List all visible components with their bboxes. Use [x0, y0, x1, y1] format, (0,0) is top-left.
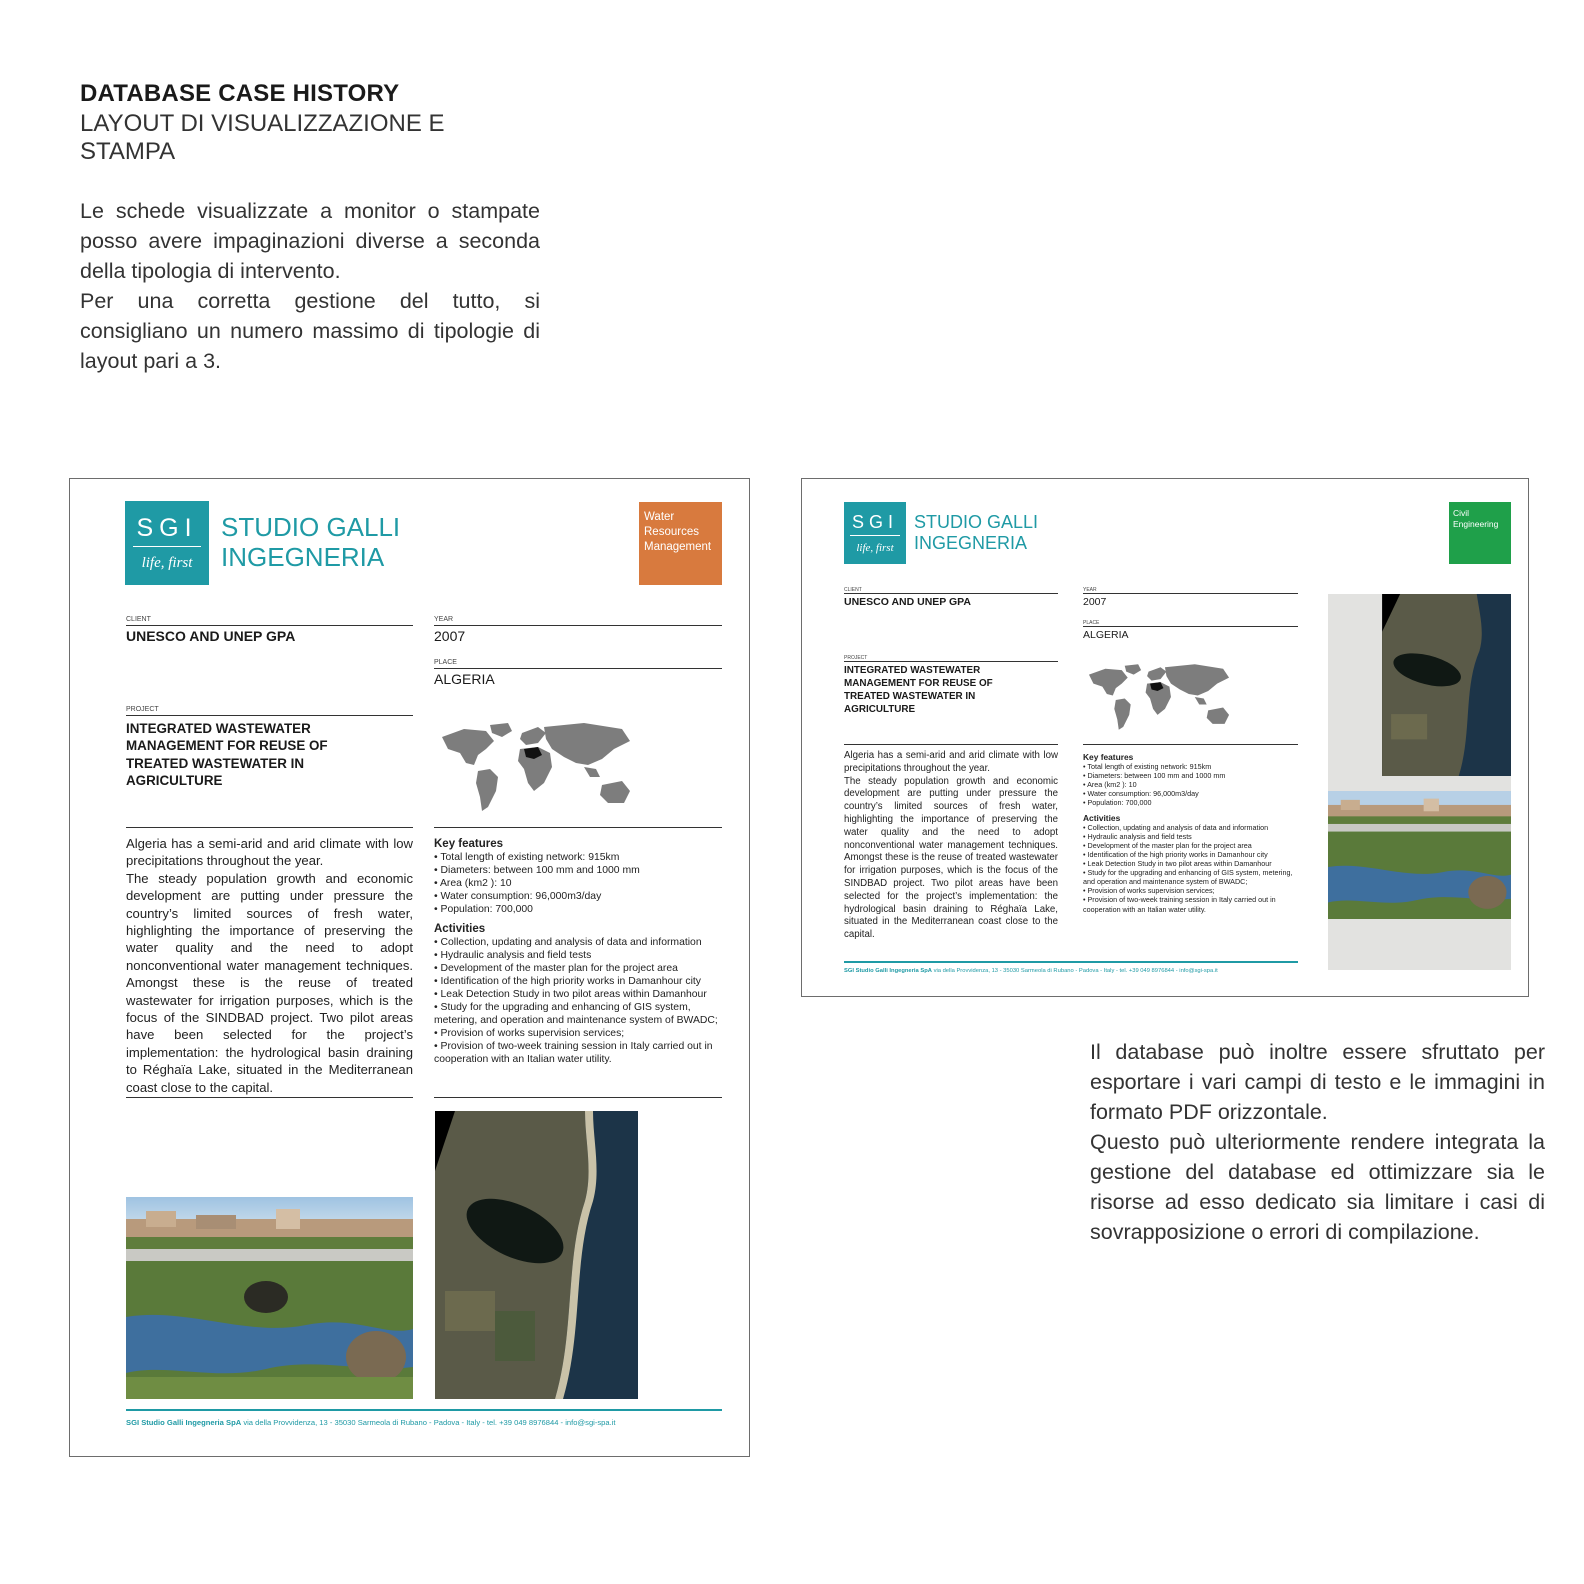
satellite-photo	[435, 1111, 638, 1399]
activity-item: • Hydraulic analysis and field tests	[1083, 831, 1192, 841]
features-end-rule	[434, 1097, 722, 1098]
features-rule	[434, 827, 722, 828]
project-description	[844, 750, 1058, 942]
activity-item: • Hydraulic analysis and field tests	[434, 950, 592, 961]
key-feature-item: • Population: 700,000	[1083, 798, 1152, 808]
year-label: YEAR	[434, 616, 454, 623]
year-value: 2007	[434, 628, 466, 644]
activity-item: • Study for the upgrading and enhancing of GIS system, metering, and operation and maintenance system of BWADC;	[434, 1002, 718, 1026]
satellite-photo	[1328, 594, 1511, 776]
activity-item: • Provision of works supervision services;	[1083, 886, 1215, 896]
activity-item: • Provision of two-week training session in Italy carried out in cooperation with an Italian water utility.	[1083, 895, 1276, 914]
company-logo	[844, 502, 1038, 564]
activity-item: • Leak Detection Study in two pilot areas within Damanhour	[1083, 859, 1272, 869]
description-rule	[844, 744, 1058, 745]
project-label: PROJECT	[844, 655, 868, 661]
logo-sgi-text: SGI	[133, 514, 202, 547]
key-feature-item: • Diameters: between 100 mm and 1000 mm	[1083, 771, 1226, 781]
activity-item: • Provision of two-week training session in Italy carried out in cooperation with an Italian water utility.	[434, 1041, 713, 1065]
project-label: PROJECT	[126, 706, 159, 713]
key-feature-item: • Population: 700,000	[434, 904, 533, 915]
logo-name-line2: INGEGNERIA	[221, 542, 385, 572]
project-description	[126, 835, 413, 1096]
footer-address: via della Provvidenza, 13 - 35030 Sarmeola di Rubano - Padova - Italy - tel. +39 049 8976844 - info@sgi-spa.it	[243, 1418, 616, 1427]
features-rule	[1083, 744, 1298, 745]
key-feature-item: • Total length of existing network: 915km	[1083, 762, 1212, 772]
key-feature-item: • Water consumption: 96,000m3/day	[434, 891, 602, 902]
landscape-layout-sheet	[801, 478, 1529, 997]
intro-block	[80, 80, 540, 376]
activity-item: • Collection, updating and analysis of data and information	[434, 937, 702, 948]
activity-item: • Leak Detection Study in two pilot areas within Damanhour	[434, 989, 707, 1000]
portrait-layout-sheet	[69, 478, 750, 1457]
footer	[126, 1418, 616, 1427]
footer-rule	[126, 1409, 722, 1411]
place-label: PLACE	[1083, 620, 1100, 626]
logo-tagline: life, first	[856, 542, 894, 554]
logo-name-line2: INGEGNERIA	[914, 533, 1028, 553]
year-value: 2007	[1083, 596, 1107, 608]
project-title: INTEGRATED WASTEWATER MANAGEMENT FOR REUSE OF TREATED WASTEWATER IN AGRICULTURE	[126, 721, 328, 789]
activity-item: • Development of the master plan for the project area	[1083, 840, 1252, 850]
description-paragraph: Algeria has a semi-arid and arid climate with low precipitations throughout the year.	[126, 836, 413, 869]
key-features-title: Key features	[434, 838, 504, 850]
logo-company-name	[221, 513, 400, 573]
activity-item: • Development of the master plan for the project area	[434, 963, 678, 974]
logo-mark	[125, 501, 209, 585]
logo-company-name	[914, 512, 1038, 553]
client-label: CLIENT	[844, 587, 862, 593]
project-rule	[844, 661, 1058, 662]
activity-item: • Identification of the high priority works in Damanhour city	[1083, 849, 1268, 859]
place-rule	[434, 668, 722, 669]
sector-badge: Civil Engineering	[1449, 502, 1511, 564]
logo-name-line1: STUDIO GALLI	[221, 512, 401, 543]
activity-item: • Study for the upgrading and enhancing of GIS system, metering, and operation and maintenance system of BWADC;	[1083, 868, 1293, 887]
activity-item: • Identification of the high priority works in Damanhour city	[434, 976, 701, 987]
intro-paragraph: Per una corretta gestione del tutto, si consigliano un numero massimo di tipologie di layout pari a 3.	[80, 289, 540, 373]
year-rule	[1083, 593, 1298, 594]
key-feature-item: • Area (km2 ): 10	[434, 878, 512, 889]
wetland-photo	[126, 1197, 413, 1399]
company-logo	[125, 501, 400, 585]
project-rule	[126, 715, 413, 716]
year-rule	[434, 625, 722, 626]
key-feature-item: • Water consumption: 96,000m3/day	[1083, 789, 1199, 799]
description-rule	[126, 827, 413, 828]
logo-name-line1: STUDIO GALLI	[914, 512, 1039, 533]
activity-item: • Collection, updating and analysis of data and information	[1083, 822, 1269, 832]
key-feature-item: • Total length of existing network: 915km	[434, 852, 620, 863]
activities-title: Activities	[434, 923, 486, 935]
key-features	[1083, 753, 1298, 914]
client-label: CLIENT	[126, 616, 151, 623]
activity-item: • Provision of works supervision services;	[434, 1028, 625, 1039]
key-features-title: Key features	[1083, 752, 1134, 762]
footer-company: SGI Studio Galli Ingegneria SpA	[844, 968, 932, 974]
key-feature-item: • Area (km2 ): 10	[1083, 780, 1137, 790]
footer-company: SGI Studio Galli Ingegneria SpA	[126, 1418, 242, 1427]
footer-rule	[844, 961, 1298, 963]
outro-paragraph: Questo può ulteriormente rendere integrata la gestione del database ed ottimizzare sia le risorse ad esso dedicato sia limitare i casi di sovrapposizione o errori di compilazione.	[1090, 1130, 1545, 1244]
logo-mark	[844, 502, 906, 564]
key-feature-item: • Diameters: between 100 mm and 1000 mm	[434, 865, 640, 876]
client-rule	[844, 593, 1058, 594]
place-value: ALGERIA	[434, 671, 495, 687]
year-label: YEAR	[1083, 587, 1097, 593]
project-title: INTEGRATED WASTEWATER MANAGEMENT FOR REUSE OF TREATED WASTEWATER IN AGRICULTURE	[844, 665, 993, 715]
client-value: UNESCO AND UNEP GPA	[844, 596, 971, 608]
description-paragraph: The steady population growth and economic development are putting under pressure the country’s limited sources of fresh water, highlighting the importance of preserving the water quality and the need to adopt nonconventional water management techniques. Amongst these is the reuse of treated wastewater for irrigation purposes, which is the focus of the SINDBAD project. Two pilot areas have been selected for the project’s implementation: the hydrological basin draining to Réghaïa Lake, situated in the Mediterranean coast close to the capital.	[126, 870, 413, 1095]
key-features	[434, 838, 722, 1066]
outro-paragraph: Il database può inoltre essere sfruttato per esportare i vari campi di testo e le immagini in formato PDF orizzontale.	[1090, 1040, 1545, 1124]
outro-text	[1090, 1037, 1545, 1247]
place-rule	[1083, 626, 1298, 627]
description-paragraph: Algeria has a semi-arid and arid climate with low precipitations throughout the year.	[844, 750, 1058, 774]
client-rule	[126, 625, 413, 626]
wetland-photo	[1328, 791, 1511, 919]
intro-text	[80, 196, 540, 376]
description-paragraph: The steady population growth and economic development are putting under pressure the country’s limited sources of fresh water, highlighting the importance of preserving the water quality and the need to adopt nonconventional water management techniques. Amongst these is the reuse of treated wastewater for irrigation purposes, which is the focus of the SINDBAD project. Two pilot areas have been selected for the project’s implementation: the hydrological basin draining to Réghaïa Lake, situated in the Mediterranean coast close to the capital.	[844, 775, 1058, 941]
activities-title: Activities	[1083, 812, 1121, 823]
place-label: PLACE	[434, 659, 457, 666]
world-map	[1083, 661, 1238, 736]
sector-badge: Water Resources Management	[639, 502, 722, 585]
world-map	[434, 719, 642, 819]
logo-sgi-text: SGI	[850, 512, 901, 536]
client-value: UNESCO AND UNEP GPA	[126, 628, 296, 644]
logo-tagline: life, first	[141, 555, 193, 571]
place-value: ALGERIA	[1083, 629, 1129, 641]
footer	[844, 968, 1218, 974]
footer-address: via della Provvidenza, 13 - 35030 Sarmeola di Rubano - Padova - Italy - tel. +39 049 8976844 - info@sgi-spa.it	[933, 968, 1218, 974]
page-title: DATABASE CASE HISTORY	[80, 80, 400, 107]
intro-paragraph: Le schede visualizzate a monitor o stampate posso avere impaginazioni diverse a seconda della tipologia di intervento.	[80, 199, 540, 283]
page-subtitle: LAYOUT DI VISUALIZZAZIONE E STAMPA	[80, 110, 445, 165]
description-end-rule	[126, 1097, 413, 1098]
